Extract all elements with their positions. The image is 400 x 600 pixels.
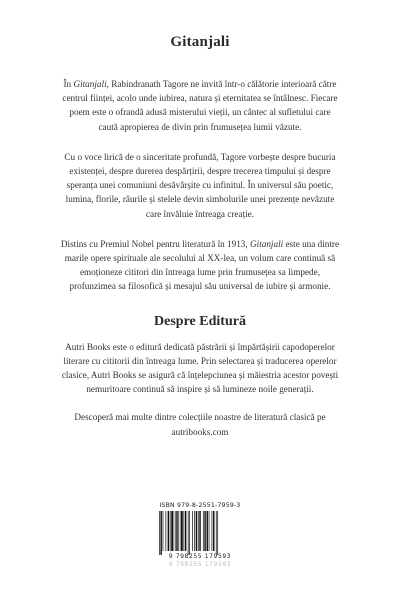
description-paragraph-1-rest: , Rabindranath Tagore ne invită într-o călătorie interioară către centrul ființei, acolo unde iubirea, natura și eternitatea se întâlnesc. Fiecare poem este o ofrandă adusă misterului vieții, un cântec al sufletului care caută apropierea de divin prin frumusețea lumii văzute. — [62, 79, 338, 132]
barcode-bar — [175, 511, 176, 551]
barcode-bar — [192, 511, 193, 551]
barcode-bar — [217, 511, 218, 555]
barcode-bar — [212, 511, 213, 551]
barcode-bar — [216, 511, 217, 555]
barcode-bar — [176, 511, 177, 551]
barcode-bar — [171, 511, 173, 551]
barcode-bar — [160, 511, 161, 555]
isbn-barcode — [153, 502, 247, 572]
barcode-bar — [181, 511, 183, 551]
barcode-bar — [204, 511, 205, 551]
barcode-bar — [203, 511, 204, 551]
barcode-bar — [185, 511, 186, 551]
barcode-bar — [198, 511, 199, 551]
book-title-inline: Gitanjali — [73, 79, 107, 89]
barcode-bar — [199, 511, 200, 551]
description-paragraph-3 — [60, 237, 340, 294]
barcode-bar — [159, 511, 160, 555]
barcode-bar — [209, 511, 210, 551]
book-title: Gitanjali — [170, 34, 230, 50]
publisher-paragraph: Autri Books este o editură dedicată păstrării și împărtășirii capodoperelor literare cu cititorii din întreaga lume. Prin selectarea și traducerea operelor clasice, Autri Books se asigură că înțelepciunea și măiestria acestor povești nemuritoare continuă să inspire și să lumineze noile generații. — [61, 341, 339, 395]
barcode-bar — [163, 511, 164, 551]
barcode-bar — [194, 511, 195, 551]
barcode-bar — [196, 511, 197, 551]
description-paragraph-1 — [60, 77, 340, 134]
barcode-bar — [168, 511, 169, 551]
barcode-bar — [165, 511, 166, 551]
description-paragraph-1-lead: În — [63, 79, 74, 89]
barcode-bar — [213, 511, 214, 551]
barcode-bar — [178, 511, 179, 551]
description-paragraph-3-rest: este una dintre marile opere spirituale ale secolului al XX-lea, un volum care continuă să emoționeze cititori din întreaga lume prin frumusețea sa limpede, profunzimea sa filosofică și mesajul său universal de iubire și armonie. — [64, 238, 340, 292]
barcode-bar — [189, 511, 190, 555]
barcode-bar — [207, 511, 208, 551]
barcode-bar — [188, 511, 189, 555]
publisher-website-note: Descoperă mai multe dintre colecțiile noastre de literatură clasică pe autribooks.com — [74, 412, 326, 437]
publisher-heading: Despre Editură — [154, 313, 246, 329]
barcode-digits-faded: 9 798255 179593 — [168, 561, 232, 568]
barcode-digits: 9 798255 179593 — [168, 553, 232, 560]
book-title-inline: Gitanjali — [250, 238, 284, 249]
barcode-bar — [170, 511, 171, 551]
description-paragraph-3-lead: Distins cu Premiul Nobel pentru literatură în 1913, — [60, 238, 250, 249]
description-paragraph-2: Cu o voce lirică de o sinceritate profundă, Tagore vorbește despre bucuria existenței, despre durerea despărțirii, despre trecerea timpului și despre speranța unei comuniuni desăvârșite cu infinitul. În universul său poetic, lumina, florile, râurile și stelele devin simbolurile unei prezențe nevăzute care învăluie întreaga creație. — [64, 151, 336, 219]
isbn-label: ISBN 979-8-2551-7959-3 — [159, 502, 241, 509]
barcode-bar — [183, 511, 184, 551]
